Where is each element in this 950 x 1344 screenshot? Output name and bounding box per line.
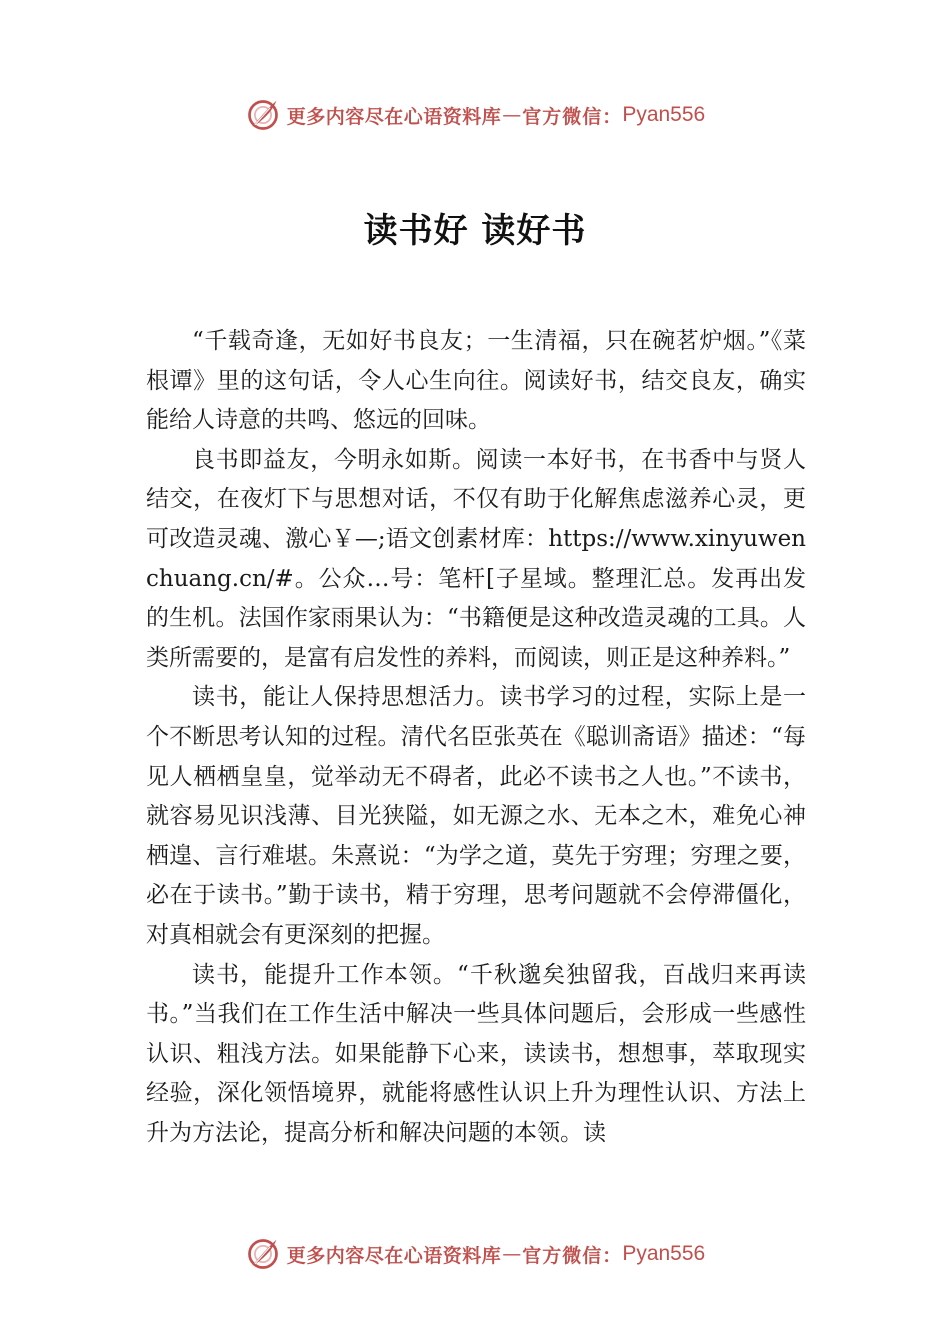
banner-wechat-handle: Pyan556 xyxy=(622,1242,706,1265)
quill-pen-logo-icon xyxy=(245,1236,281,1272)
banner-brand-text: 更多内容尽在心语资料库 xyxy=(286,105,502,128)
banner-brand-text: 更多内容尽在心语资料库 xyxy=(286,1244,502,1267)
article-title: 读书好 读好书 xyxy=(363,211,587,251)
article-body xyxy=(146,322,806,1153)
banner-wechat-handle: Pyan556 xyxy=(622,103,706,126)
paragraph-1: “千载奇逢，无如好书良友；一生清福，只在碗茗炉烟。”《菜根谭》里的这句话，令人心生向往。阅读好书，结交良友，确实能给人诗意的共鸣、悠远的回味。 xyxy=(146,328,806,434)
header-banner xyxy=(0,93,950,137)
paragraph-2: 良书即益友，今明永如斯。阅读一本好书，在书香中与贤人结交，在夜灯下与思想对话，不仅有助于化解焦虑滋养心灵，更可改造灵魂、激心￥—;语文创素材库：https://www.xinyuwenchuang.cn/#。公众…号：笔杆[子星域。整理汇总。发再出发的生机。法国作家雨果认为：“书籍便是这种改造灵魂的工具。人类所需要的，是富有启发性的养料，而阅读，则正是这种养料。” xyxy=(146,446,806,671)
banner-separator: — xyxy=(502,104,522,126)
banner-official-label: 官方微信： xyxy=(522,105,623,128)
quill-pen-logo-icon xyxy=(245,97,281,133)
banner-separator: — xyxy=(502,1243,522,1265)
footer-banner xyxy=(0,1232,950,1276)
paragraph-3: 读书，能让人保持思想活力。读书学习的过程，实际上是一个不断思考认知的过程。清代名臣张英在《聪训斋语》描述：“每见人栖栖皇皇，觉举动无不碍者，此必不读书之人也。”不读书，就容易见识浅薄、目光狭隘，如无源之水、无本之木，难免心神栖遑、言行难堪。朱熹说：“为学之道，莫先于穷理；穷理之要，必在于读书。”勤于读书，精于穷理，思考问题就不会停滞僵化，对真相就会有更深刻的把握。 xyxy=(146,684,806,948)
paragraph-4: 读书，能提升工作本领。“千秋邈矣独留我，百战归来再读书。”当我们在工作生活中解决一些具体问题后，会形成一些感性认识、粗浅方法。如果能静下心来，读读书，想想事，萃取现实经验，深化领悟境界，就能将感性认识上升为理性认识、方法上升为方法论，提高分析和解决问题的本领。读 xyxy=(146,961,806,1146)
banner-official-label: 官方微信： xyxy=(522,1244,623,1267)
